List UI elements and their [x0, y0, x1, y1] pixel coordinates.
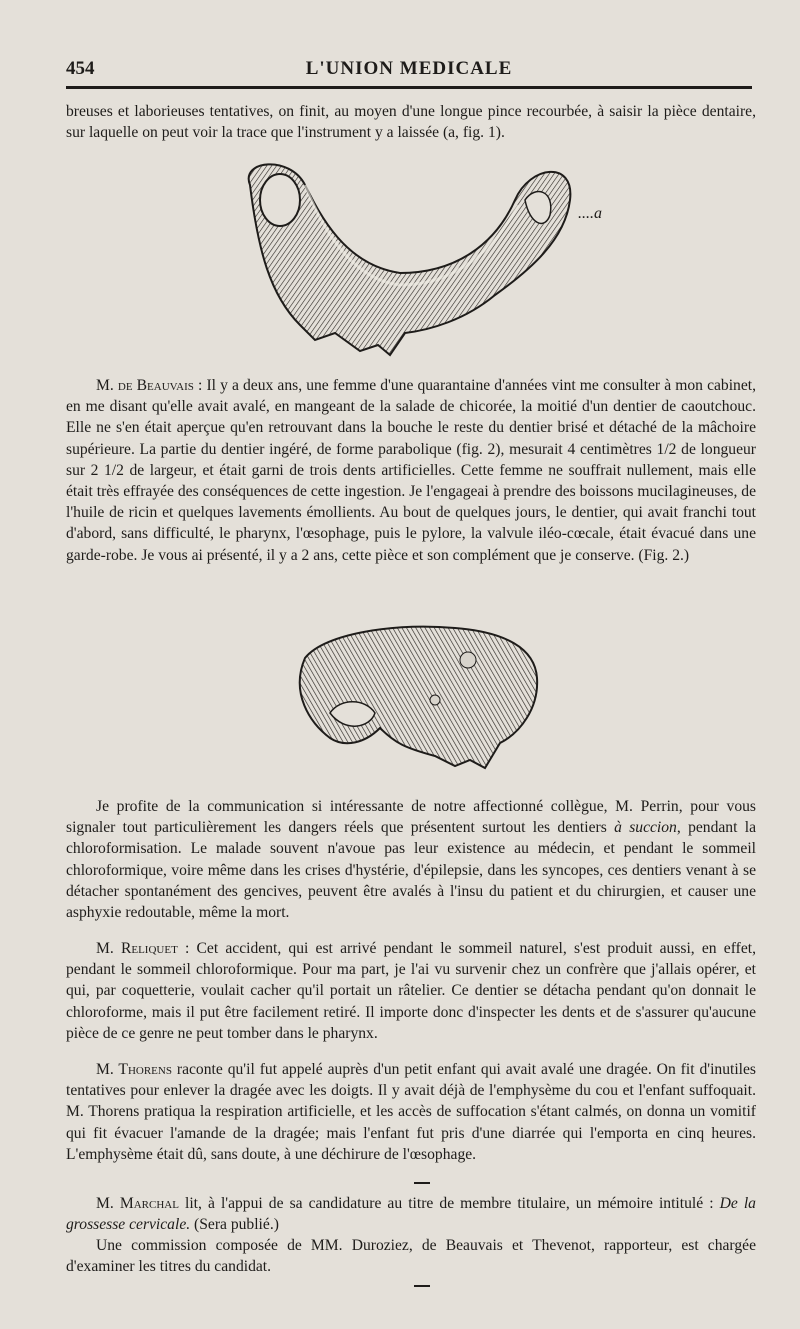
italic-term: à succion	[614, 819, 677, 837]
paragraph-text: , pendant la chloroformisation. Le malade souvent n'avoue pas leur existence au médecin, et pendant le sommeil chloroformique, voire même dans les crises d'hystérie, d'épilepsie, dans les syncopes, ces dentiers venant à se détacher spontanément des gencives, peuvent être avalés à l'insu du patient et du chirurgien, et causer une asphyxie redoutable, même la mort.	[66, 819, 757, 922]
paragraph-text: raconte qu'il fut appelé auprès d'un petit enfant qui avait avalé une dragée. On fit d'inutiles tentatives pour enlever la dragée avec les doigts. Il y avait déjà de l'emphysème du cou et l'enfant suffoquait. M. Thorens pratiqua la respiration artificielle, et les accès de suffocation s'étant calmés, on donna un vomitif qui fit évacuer l'amande de la dragée; mais l'enfant fut pris d'une diarrée qui l'emporta en cinq heures. L'emphysème était dû, sans doute, à une déchirure de l'œsophage.	[66, 1061, 756, 1163]
figure-1-label: ....a	[578, 205, 602, 222]
header-rule	[66, 86, 752, 89]
speaker-name: M. Thorens	[96, 1061, 172, 1078]
page-header	[66, 58, 752, 86]
figure-2-denture-fragment	[285, 618, 545, 778]
paragraph-perrin-response	[66, 796, 756, 923]
paragraph-text: (Sera publié.)	[190, 1216, 279, 1234]
denture-fragment-illustration	[285, 618, 545, 778]
paragraph-marchal	[66, 1193, 756, 1235]
paragraph-de-beauvais	[66, 375, 756, 566]
running-head: L'UNION MEDICALE	[305, 58, 513, 79]
paragraph-text: Il y a deux ans, une femme d'une quarantaine d'années vint me consulter à mon cabinet, en me disant qu'elle avait avalé, en mangeant de la salade de chicorée, la moitié d'un dentier de caoutchouc. Elle ne s'en était aperçue qu'en retrouvant dans la bouche le reste du dentier brisé et détaché de la mâchoire supérieure. La partie du dentier ingéré, de forme parabolique (fig. 2), mesurait 4 centimètres 1/2 de longueur sur 2 1/2 de largeur, et était garni de trois dents artificielles. Cette femme ne souffrait nullement, mais elle était très effrayée des conséquences de cette ingestion. Je l'engageai à prendre des boissons mucilagineuses, de l'huile de ricin et quelques lavements émollients. Au bout de quelques jours, le dentier, qui avait franchi tout d'abord, sans difficulté, le pharynx, l'œsophage, puis le pylore, la valvule iléo-cœcale, était évacué dans une garde-robe. Je vous ai présenté, il y a 2 ans, cette pièce et son complément que je conserve. (Fig. 2.)	[66, 377, 757, 564]
page-number: 454	[66, 58, 95, 79]
speaker-name: M. de Beauvais :	[96, 377, 203, 394]
section-separator	[414, 1285, 430, 1287]
paragraph-thorens	[66, 1059, 756, 1165]
dental-plate-illustration	[230, 155, 580, 367]
speaker-name: M. Reliquet :	[96, 940, 190, 957]
paragraph-1: breuses et laborieuses tentatives, on finit, au moyen d'une longue pince recourbée, à saisir la pièce dentaire, sur laquelle on peut voir la trace que l'instrument y a laissée (a, fig. 1).	[66, 103, 756, 142]
paragraph-reliquet	[66, 938, 756, 1044]
speaker-name: M. Marchal	[96, 1195, 179, 1212]
figure-1-dental-plate	[230, 155, 630, 367]
memoir-title: De la grossesse cervicale.	[66, 1195, 756, 1234]
section-separator	[414, 1182, 430, 1184]
paragraph-text: lit, à l'appui de sa candidature au titre de membre titulaire, un mémoire intitulé :	[178, 1195, 720, 1212]
paragraph-text: Je profite de la communication si intéressante de notre affectionné collègue, M. Perrin, pour vous signaler tout particulièrement les dangers réels que présentent surtout les dentiers	[66, 798, 756, 837]
paragraph-text: Cet accident, qui est arrivé pendant le sommeil naturel, s'est produit aussi, en effet, pendant le sommeil chloroformique. Pour ma part, je l'ai vu survenir chez un confrère que j'allais opérer, et qui, par coquetterie, voulait cacher qu'il portait un râtelier. Ce dentier se détacha pendant qu'on donnait le chloroforme, mais il put être facilement retiré. Il importe donc d'inspecter les dents et de s'assurer qu'aucune pièce de ce genre ne peut tomber dans le pharynx.	[66, 940, 756, 1042]
paragraph-commission: Une commission composée de MM. Duroziez, de Beauvais et Thevenot, rapporteur, est chargée d'examiner les titres du candidat.	[66, 1237, 756, 1276]
